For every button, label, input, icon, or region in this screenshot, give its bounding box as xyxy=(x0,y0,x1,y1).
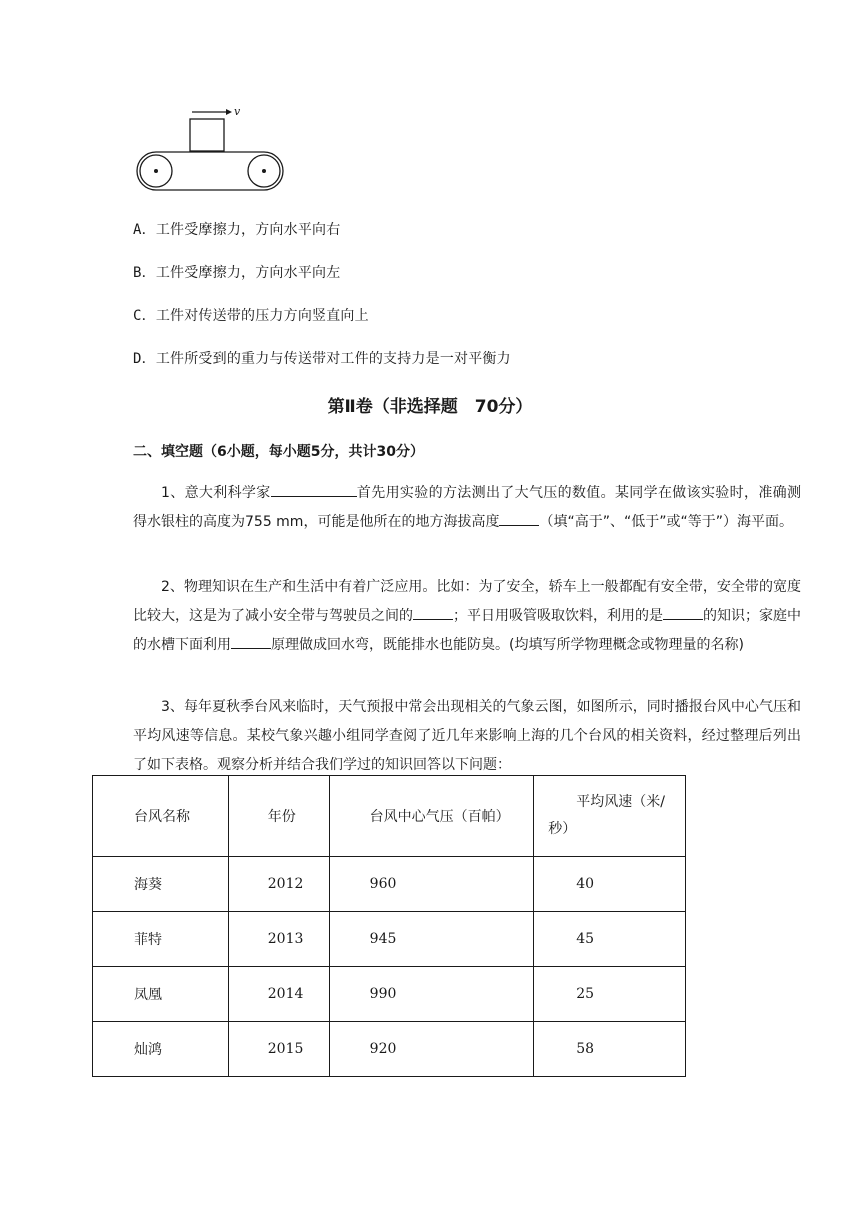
q2-blank-2[interactable] xyxy=(663,605,703,620)
option-a: A．工件受摩擦力，方向水平向右 xyxy=(133,222,341,238)
question-3: 3、每年夏秋季台风来临时，天气预报中常会出现相关的气象云图，如图所示，同时播报台风中心气压和平均风速等信息。某校气象兴趣小组同学查阅了近几年来影响上海的几个台风的相关资料，经过整理后列出了如下表格。观察分析并结合我们学过的知识回答以下问题： xyxy=(133,699,801,773)
question-1 xyxy=(133,479,801,537)
cell-wind-speed: 25 xyxy=(534,967,686,1022)
cell-pressure: 960 xyxy=(329,857,534,912)
section-title: 第Ⅱ卷（非选择题 70分） xyxy=(327,397,533,417)
conveyor-belt-figure xyxy=(132,100,292,196)
sub-title: 二、填空题（6小题，每小题5分，共计30分） xyxy=(133,444,424,460)
header-year: 年份 xyxy=(228,776,329,857)
option-d: D．工件所受到的重力与传送带对工件的支持力是一对平衡力 xyxy=(133,351,511,367)
cell-pressure: 990 xyxy=(329,967,534,1022)
q1-blank-1[interactable] xyxy=(271,482,357,497)
typhoon-table xyxy=(92,775,686,1077)
cell-name: 菲特 xyxy=(93,912,229,967)
q1-part-3: （填“高于”、“低于”或“等于”）海平面。 xyxy=(539,514,793,530)
q1-part-2: 首先用实验的方法测出了大气压的数值。某同学在做该实验时，准确测得水银柱的高度为755 mm，可能是他所在的地方海拔高度 xyxy=(133,485,801,530)
q1-part-1: 1、意大利科学家 xyxy=(161,485,271,501)
option-b: B．工件受摩擦力，方向水平向左 xyxy=(133,265,341,281)
velocity-label: v xyxy=(234,105,241,118)
cell-wind-speed: 58 xyxy=(534,1022,686,1077)
cell-name: 凤凰 xyxy=(93,967,229,1022)
q2-part-1: 2、物理知识在生产和生活中有着广泛应用。比如：为了安全，轿车上一般都配有安全带，安全带的宽度比较大，这是为了减小安全带与驾驶员之间的 xyxy=(133,579,801,624)
cell-name: 海葵 xyxy=(93,857,229,912)
left-axle xyxy=(154,169,158,173)
q2-blank-1[interactable] xyxy=(413,605,453,620)
header-wind-speed: 平均风速（米/秒） xyxy=(534,776,686,857)
right-axle xyxy=(262,169,266,173)
q2-part-3: 的知识；家庭中的水槽下面利用 xyxy=(133,608,801,653)
velocity-arrow-head xyxy=(226,109,232,115)
cell-year: 2013 xyxy=(228,912,329,967)
header-name: 台风名称 xyxy=(93,776,229,857)
cell-year: 2012 xyxy=(228,857,329,912)
table-row xyxy=(93,967,686,1022)
cell-pressure: 945 xyxy=(329,912,534,967)
table-header-row xyxy=(93,776,686,857)
table-row xyxy=(93,857,686,912)
table-row xyxy=(93,912,686,967)
cell-year: 2015 xyxy=(228,1022,329,1077)
option-c: C．工件对传送带的压力方向竖直向上 xyxy=(133,308,369,324)
q1-blank-2[interactable] xyxy=(499,511,539,526)
cell-year: 2014 xyxy=(228,967,329,1022)
cell-wind-speed: 40 xyxy=(534,857,686,912)
cell-name: 灿鸿 xyxy=(93,1022,229,1077)
q2-blank-3[interactable] xyxy=(231,634,271,649)
q2-part-2: ；平日用吸管吸取饮料，利用的是 xyxy=(453,608,663,624)
table-row xyxy=(93,1022,686,1077)
question-2 xyxy=(133,573,801,660)
cell-pressure: 920 xyxy=(329,1022,534,1077)
cell-wind-speed: 45 xyxy=(534,912,686,967)
q2-part-4: 原理做成回水弯，既能排水也能防臭。(均填写所学物理概念或物理量的名称) xyxy=(271,637,744,653)
workpiece-block xyxy=(190,119,224,151)
header-pressure: 台风中心气压（百帕） xyxy=(329,776,534,857)
